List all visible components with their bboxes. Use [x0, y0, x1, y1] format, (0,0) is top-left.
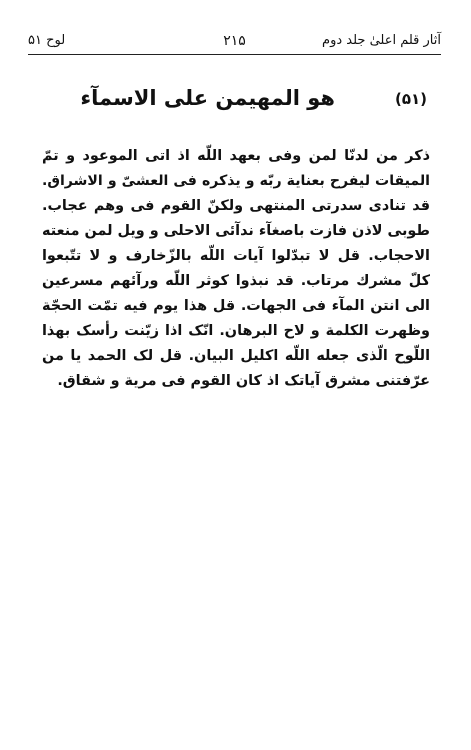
section-title: هو المهيمن على الاسمآء: [80, 86, 335, 110]
page-number: ۲۱۵: [223, 33, 246, 49]
body-line: طوبى لاذن فازت باصغآء ندآئى الاحلى و ويل لمن منعته: [42, 223, 430, 239]
body-line: اللّوح الّذى جعله اللّه اكليل البيان. قل لک الحمد يا من: [42, 348, 430, 364]
body-line: قد تنادى سدرتى المنتهى ولكنّ القوم فى وهم عجاب.: [42, 198, 430, 214]
running-header: [28, 30, 441, 52]
plate-label: لوح ۵۱: [28, 33, 66, 48]
book-title: آثار قلم اعلیٰ جلد دوم: [322, 33, 441, 48]
body-line: ذكر من لدنّا لمن وفى بعهد اللّه اذ اتى الموعود و تمّ: [42, 148, 430, 164]
body-line: الاحجاب. قل لا تبدّلوا آيات اللّه بالزّخارف و لا تتّبعوا: [42, 248, 430, 264]
body-text: [42, 144, 430, 394]
body-line: الى انتن المآء فى الجهات. قل هذا يوم فيه تمّت الحجّة: [42, 298, 430, 314]
section-heading: [40, 86, 427, 120]
body-line: عرّفتنى مشرق آياتک اذ كان القوم فى مرية و شقاق.: [57, 373, 430, 389]
header-divider: [28, 54, 441, 55]
body-line: كلّ مشرك مرتاب. قد نبذوا كوثر اللّه ورآئهم مسرعين: [42, 273, 430, 289]
body-line: الميقات ليفرح بعناية ربّه و يذكره فى العشىّ و الاشراق.: [42, 173, 430, 189]
section-number: (۵۱): [394, 90, 427, 108]
body-line: وظهرت الكلمة و لاح البرهان. انّک اذا زيّنت رأسک بهذا: [42, 323, 430, 339]
